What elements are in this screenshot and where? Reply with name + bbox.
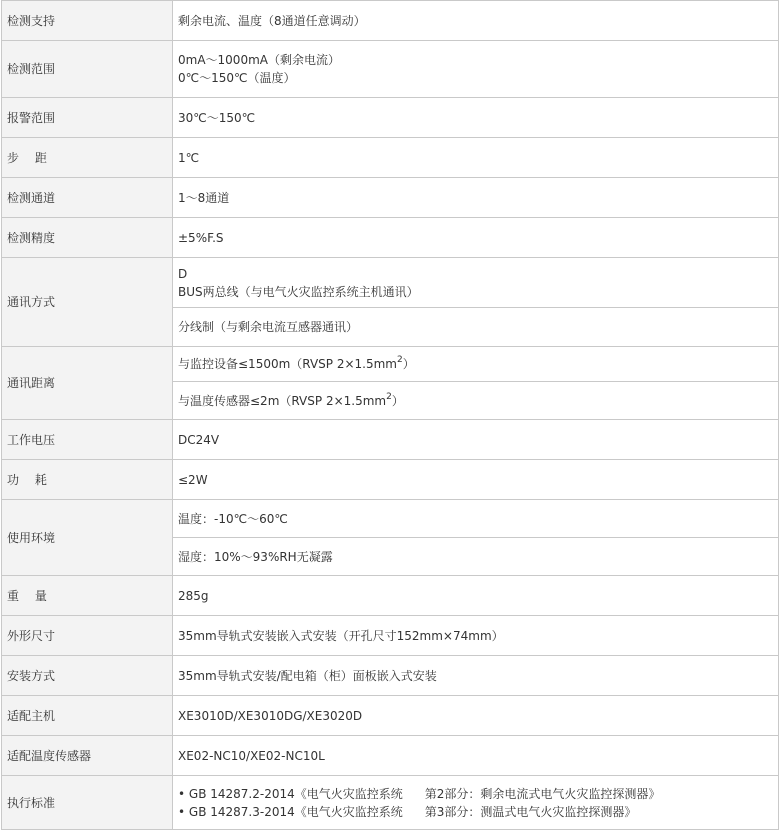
standard-item: • GB 14287.2-2014《电气火灾监控系统 第2部分：剩余电流式电气火灾监控探测器》 — [178, 786, 661, 801]
spec-table — [1, 0, 779, 830]
row-value: 温度：-10℃～60℃ — [173, 500, 779, 538]
table-row — [2, 576, 779, 616]
value-line: 0mA～1000mA（剩余电流） — [178, 53, 340, 67]
row-value: 与监控设备≤1500m（RVSP $2\times 1.5mm^2$） — [173, 347, 779, 382]
table-row — [2, 736, 779, 776]
table-row — [2, 696, 779, 736]
row-label: 使用环境 — [2, 500, 173, 576]
row-label: 通讯距离 — [2, 347, 173, 420]
row-value: 剩余电流、温度（8通道任意调动） — [173, 1, 779, 41]
row-value: ≤2W — [173, 460, 779, 500]
table-row — [2, 420, 779, 460]
row-label: 检测通道 — [2, 178, 173, 218]
table-row — [2, 138, 779, 178]
row-value — [173, 776, 779, 830]
row-label: 步 距 — [2, 138, 173, 178]
row-value: DC24V — [173, 420, 779, 460]
row-value: 35mm导轨式安装嵌入式安装（开孔尺寸152mm×74mm） — [173, 616, 779, 656]
standard-item: • GB 14287.3-2014《电气火灾监控系统 第3部分：测温式电气火灾监控探测器》 — [178, 804, 637, 819]
row-label: 检测支持 — [2, 1, 173, 41]
table-row — [2, 500, 779, 538]
table-row — [2, 656, 779, 696]
row-label: 通讯方式 — [2, 258, 173, 347]
table-row — [2, 41, 779, 98]
row-value: 30℃～150℃ — [173, 98, 779, 138]
table-row — [2, 776, 779, 830]
row-value: XE3010D/XE3010DG/XE3020D — [173, 696, 779, 736]
table-row — [2, 258, 779, 308]
row-value: 1℃ — [173, 138, 779, 178]
row-label: 外形尺寸 — [2, 616, 173, 656]
row-value: 与温度传感器≤2m（RVSP $2\times 1.5mm^2$） — [173, 382, 779, 420]
row-value — [173, 258, 779, 308]
row-label: 检测精度 — [2, 218, 173, 258]
row-label: 检测范围 — [2, 41, 173, 98]
row-label: 适配主机 — [2, 696, 173, 736]
row-label: 执行标准 — [2, 776, 173, 830]
table-row — [2, 1, 779, 41]
row-label: 重 量 — [2, 576, 173, 616]
value-line: BUS两总线（与电气火灾监控系统主机通讯） — [178, 284, 419, 299]
table-row — [2, 178, 779, 218]
row-value: XE02-NC10/XE02-NC10L — [173, 736, 779, 776]
row-label: 安装方式 — [2, 656, 173, 696]
row-label: 功 耗 — [2, 460, 173, 500]
table-row — [2, 218, 779, 258]
row-label: 报警范围 — [2, 98, 173, 138]
row-label: 适配温度传感器 — [2, 736, 173, 776]
row-value: ±5%F.S — [173, 218, 779, 258]
table-row — [2, 347, 779, 382]
value-line: D — [178, 266, 188, 281]
value-line: 0℃～150℃（温度） — [178, 71, 296, 85]
table-row — [2, 98, 779, 138]
table-row — [2, 460, 779, 500]
row-value: 分线制（与剩余电流互感器通讯） — [173, 308, 779, 347]
row-value: 湿度：10%～93%RH无凝露 — [173, 538, 779, 576]
row-label: 工作电压 — [2, 420, 173, 460]
row-value: 1～8通道 — [173, 178, 779, 218]
row-value: 285g — [173, 576, 779, 616]
row-value — [173, 41, 779, 98]
table-row — [2, 616, 779, 656]
row-value: 35mm导轨式安装/配电箱（柜）面板嵌入式安装 — [173, 656, 779, 696]
